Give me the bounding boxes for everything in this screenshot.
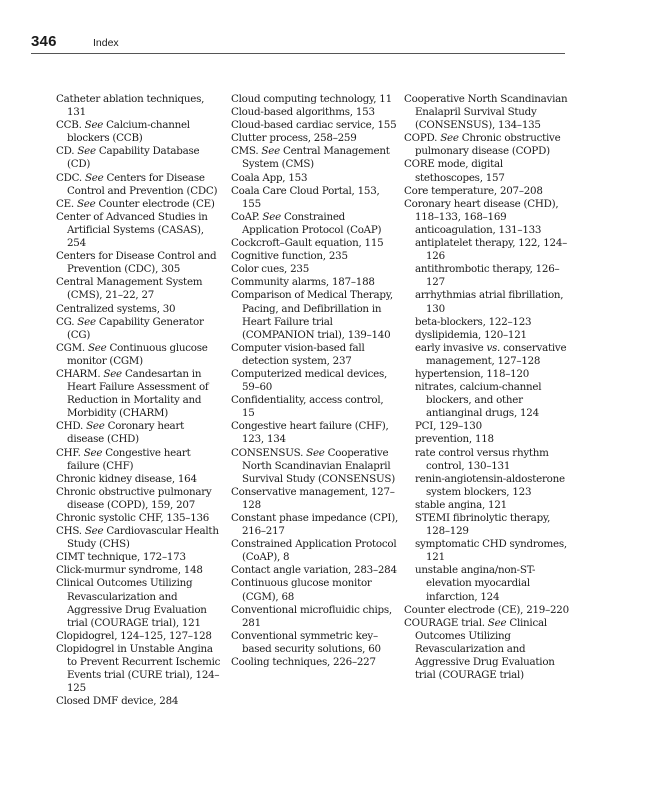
entry-text: Conventional symmetric key–based security solutions, 60 bbox=[231, 629, 381, 655]
entry-text: CMS. bbox=[231, 145, 259, 158]
cross-reference-term: vs. bbox=[486, 341, 501, 354]
entry-text: PCI, 129–130 bbox=[415, 420, 482, 433]
entry-text: anticoagulation, 131–133 bbox=[415, 223, 542, 236]
index-entry bbox=[56, 172, 223, 198]
entry-text: Clopidogrel in Unstable Angina to Prevent Recurrent Ischemic Events trial (CURE trial), 124–125 bbox=[56, 642, 221, 695]
index-entry bbox=[231, 289, 398, 341]
entry-text: dyslipidemia, 120–121 bbox=[415, 328, 527, 341]
entry-text: renin-angiotensin-aldosterone system blockers, 123 bbox=[415, 472, 565, 498]
index-entry bbox=[231, 237, 398, 250]
index-subentry bbox=[404, 433, 571, 446]
entry-text: Coala App, 153 bbox=[231, 171, 308, 184]
index-entry bbox=[56, 198, 223, 211]
index-subentry bbox=[404, 263, 571, 289]
entry-text: Central Management System (CMS), 21–22, 27 bbox=[56, 276, 203, 302]
cross-reference-target: Capability Generator (CG) bbox=[67, 315, 204, 341]
index-entry bbox=[56, 695, 223, 708]
entry-text: Chronic kidney disease, 164 bbox=[56, 472, 197, 485]
entry-text: Cloud-based cardiac service, 155 bbox=[231, 119, 397, 132]
index-entry bbox=[56, 473, 223, 486]
index-subentry bbox=[404, 342, 571, 368]
cross-reference-term: See bbox=[487, 616, 507, 629]
index-entry bbox=[56, 630, 223, 643]
entry-text: Cooling techniques, 226–227 bbox=[231, 656, 376, 669]
index-column-3 bbox=[404, 93, 571, 682]
entry-text: Comparison of Medical Therapy, Pacing, and Defibrillation in Heart Failure trial (COMPANION trial), 139–140 bbox=[231, 289, 393, 341]
index-subentry bbox=[404, 224, 571, 237]
cross-reference-target: Constrained Application Protocol (CoAP) bbox=[242, 210, 382, 236]
index-subentry bbox=[404, 381, 571, 420]
page-header bbox=[31, 33, 565, 54]
entry-text: CE. bbox=[56, 197, 74, 210]
entry-text: Center of Advanced Studies in Artificial Systems (CASAS), 254 bbox=[56, 210, 208, 250]
index-entry bbox=[56, 486, 223, 512]
entry-text: CoAP. bbox=[231, 210, 260, 223]
entry-text: Clutter process, 258–259 bbox=[231, 132, 357, 145]
index-entry bbox=[231, 172, 398, 185]
cross-reference-target: Central Management System (CMS) bbox=[242, 145, 390, 171]
cross-reference-term: See bbox=[87, 341, 107, 354]
index-column-2 bbox=[231, 93, 398, 669]
index-entry bbox=[231, 630, 398, 656]
index-entry bbox=[231, 656, 398, 669]
entry-text: antiplatelet therapy, 122, 124–126 bbox=[415, 237, 568, 263]
cross-reference-target: Congestive heart failure (CHF) bbox=[67, 446, 191, 472]
entry-text: stable angina, 121 bbox=[415, 498, 507, 511]
entry-text: CGM. bbox=[56, 341, 85, 354]
index-entry bbox=[56, 93, 223, 119]
entry-text: Cockcroft–Gault equation, 115 bbox=[231, 237, 384, 250]
entry-text: Centralized systems, 30 bbox=[56, 302, 176, 315]
entry-text: Conservative management, 127–128 bbox=[231, 485, 395, 511]
index-entry bbox=[231, 394, 398, 420]
cross-reference-term: See bbox=[84, 119, 104, 132]
index-entry bbox=[56, 342, 223, 368]
entry-text: CHF. bbox=[56, 446, 81, 459]
index-entry bbox=[231, 276, 398, 289]
entry-text: Counter electrode (CE), 219–220 bbox=[404, 603, 569, 616]
entry-text: Constrained Application Protocol (CoAP), 8 bbox=[231, 538, 397, 564]
index-entry bbox=[231, 342, 398, 368]
entry-text: antithrombotic therapy, 126–127 bbox=[415, 263, 560, 289]
entry-text: CIMT technique, 172–173 bbox=[56, 551, 186, 564]
index-entry bbox=[56, 512, 223, 525]
entry-text: symptomatic CHD syndromes, 121 bbox=[415, 538, 567, 564]
index-subentry bbox=[404, 316, 571, 329]
index-entry bbox=[56, 145, 223, 171]
index-subentry bbox=[404, 237, 571, 263]
entry-text: Continuous glucose monitor (CGM), 68 bbox=[231, 577, 372, 603]
index-subentry bbox=[404, 564, 571, 603]
entry-text: Catheter ablation techniques, 131 bbox=[56, 93, 205, 119]
index-entry bbox=[56, 316, 223, 342]
entry-text: STEMI fibrinolytic therapy, 128–129 bbox=[415, 512, 551, 538]
entry-text: prevention, 118 bbox=[415, 433, 494, 446]
index-entry bbox=[231, 447, 398, 486]
index-entry bbox=[404, 185, 571, 198]
entry-text: hypertension, 118–120 bbox=[415, 367, 530, 380]
index-entry bbox=[56, 643, 223, 695]
cross-reference-target: Cardiovascular Health Study (CHS) bbox=[67, 525, 219, 551]
cross-reference-target: Centers for Disease Control and Prevention (CDC) bbox=[67, 171, 218, 197]
index-entry bbox=[56, 276, 223, 302]
index-entry bbox=[231, 132, 398, 145]
index-entry bbox=[56, 447, 223, 473]
index-entry bbox=[56, 250, 223, 276]
entry-text: Clinical Outcomes Utilizing Revascularization and Aggressive Drug Evaluation trial (COURAGE trial), 121 bbox=[56, 577, 207, 629]
cross-reference-target: Capability Database (CD) bbox=[67, 145, 200, 171]
cross-reference-term: See bbox=[262, 210, 281, 223]
index-entry bbox=[56, 119, 223, 145]
cross-reference-term: See bbox=[84, 171, 104, 184]
index-entry bbox=[231, 119, 398, 132]
index-entry bbox=[404, 604, 571, 617]
entry-text: early invasive bbox=[415, 341, 484, 354]
index-subentry bbox=[404, 329, 571, 342]
entry-text: nitrates, calcium-channel blockers, and other antianginal drugs, 124 bbox=[415, 381, 542, 420]
index-entry bbox=[56, 564, 223, 577]
entry-text: COPD. bbox=[404, 132, 438, 145]
index-entry bbox=[231, 106, 398, 119]
index-entry bbox=[231, 564, 398, 577]
entry-text: CHARM. bbox=[56, 367, 101, 380]
index-entry bbox=[231, 93, 398, 106]
cross-reference-term: See bbox=[261, 145, 280, 158]
index-subentry bbox=[404, 499, 571, 512]
entry-text: CORE mode, digital stethoscopes, 157 bbox=[404, 158, 505, 184]
index-entry bbox=[404, 617, 571, 682]
cross-reference-term: See bbox=[76, 197, 96, 210]
entry-text: Closed DMF device, 284 bbox=[56, 695, 179, 708]
entry-text: rate control versus rhythm control, 130–131 bbox=[415, 446, 549, 472]
entry-text: Chronic systolic CHF, 135–136 bbox=[56, 512, 210, 524]
cross-reference-term: See bbox=[86, 420, 105, 433]
entry-text: Community alarms, 187–188 bbox=[231, 276, 375, 289]
index-column-1 bbox=[56, 93, 223, 708]
entry-text: beta-blockers, 122–123 bbox=[415, 315, 532, 328]
cross-reference-target: Clinical Outcomes Utilizing Revascularization and Aggressive Drug Evaluation trial (COURAGE trial) bbox=[415, 616, 555, 682]
cross-reference-target: Chronic obstructive pulmonary disease (COPD) bbox=[415, 132, 561, 158]
cross-reference-term: See bbox=[440, 132, 459, 145]
entry-text: arrhythmias atrial fibrillation, 130 bbox=[415, 289, 564, 315]
cross-reference-term: See bbox=[103, 367, 122, 380]
cross-reference-term: See bbox=[306, 446, 325, 459]
entry-text: Conventional microfluidic chips, 281 bbox=[231, 603, 392, 629]
cross-reference-target: Counter electrode (CE) bbox=[98, 197, 215, 210]
index-subentry bbox=[404, 447, 571, 473]
index-entry bbox=[56, 525, 223, 551]
section-title: Index bbox=[93, 37, 119, 49]
cross-reference-term: See bbox=[77, 315, 96, 328]
entry-text: Cooperative North Scandinavian Enalapril Survival Study (CONSENSUS), 134–135 bbox=[404, 93, 568, 132]
index-entry bbox=[231, 486, 398, 512]
index-entry bbox=[404, 93, 571, 132]
index-entry bbox=[231, 577, 398, 603]
index-subentry bbox=[404, 420, 571, 433]
entry-text: Cognitive function, 235 bbox=[231, 250, 348, 263]
index-entry bbox=[231, 420, 398, 446]
index-entry bbox=[56, 420, 223, 446]
entry-text: Coronary heart disease (CHD), 118–133, 168–169 bbox=[404, 197, 559, 223]
entry-text: COURAGE trial. bbox=[404, 616, 485, 629]
page-number: 346 bbox=[31, 33, 57, 50]
entry-text: unstable angina/non-ST-elevation myocardial infarction, 124 bbox=[415, 564, 536, 603]
cross-reference-target: conservative management, 127–128 bbox=[426, 341, 567, 367]
index-entry bbox=[231, 604, 398, 630]
index-subentry bbox=[404, 473, 571, 499]
entry-text: Congestive heart failure (CHF), 123, 134 bbox=[231, 420, 389, 446]
cross-reference-term: See bbox=[83, 446, 103, 459]
entry-text: Cloud computing technology, 11 bbox=[231, 93, 392, 105]
index-entry bbox=[404, 132, 571, 158]
entry-text: Clopidogrel, 124–125, 127–128 bbox=[56, 629, 212, 642]
entry-text: CONSENSUS. bbox=[231, 446, 304, 459]
index-entry bbox=[231, 538, 398, 564]
entry-text: CDC. bbox=[56, 171, 82, 184]
index-entry bbox=[231, 185, 398, 211]
entry-text: Cloud-based algorithms, 153 bbox=[231, 106, 375, 119]
entry-text: Centers for Disease Control and Prevention (CDC), 305 bbox=[56, 250, 217, 276]
index-subentry bbox=[404, 512, 571, 538]
entry-text: Color cues, 235 bbox=[231, 263, 309, 276]
index-entry bbox=[404, 158, 571, 184]
index-entry bbox=[404, 198, 571, 224]
entry-text: Constant phase impedance (CPI), 216–217 bbox=[231, 512, 398, 538]
entry-text: Chronic obstructive pulmonary disease (COPD), 159, 207 bbox=[56, 485, 212, 511]
entry-text: Core temperature, 207–208 bbox=[404, 184, 543, 197]
entry-text: CG. bbox=[56, 315, 75, 328]
entry-text: CHS. bbox=[56, 525, 82, 538]
index-entry bbox=[231, 263, 398, 276]
index-entry bbox=[231, 368, 398, 394]
index-entry bbox=[56, 303, 223, 316]
cross-reference-term: See bbox=[77, 145, 96, 158]
index-entry bbox=[231, 145, 398, 171]
index-entry bbox=[231, 250, 398, 263]
index-entry bbox=[56, 551, 223, 564]
index-subentry bbox=[404, 289, 571, 315]
cross-reference-target: Calcium-channel blockers (CCB) bbox=[67, 119, 190, 145]
entry-text: Contact angle variation, 283–284 bbox=[231, 564, 397, 577]
entry-text: CD. bbox=[56, 145, 75, 158]
index-entry bbox=[56, 368, 223, 420]
entry-text: Computerized medical devices, 59–60 bbox=[231, 367, 388, 394]
cross-reference-target: Coronary heart disease (CHD) bbox=[67, 420, 185, 446]
index-entry bbox=[231, 211, 398, 237]
index-subentry bbox=[404, 538, 571, 564]
entry-text: Confidentiality, access control, 15 bbox=[231, 394, 384, 420]
cross-reference-target: Continuous glucose monitor (CGM) bbox=[67, 341, 208, 367]
index-subentry bbox=[404, 368, 571, 381]
entry-text: Computer vision-based fall detection system, 237 bbox=[231, 341, 365, 367]
entry-text: Coala Care Cloud Portal, 153, 155 bbox=[231, 184, 380, 210]
entry-text: CCB. bbox=[56, 119, 82, 132]
entry-text: Click-murmur syndrome, 148 bbox=[56, 564, 203, 577]
index-entry bbox=[56, 577, 223, 629]
cross-reference-term: See bbox=[84, 525, 104, 538]
cross-reference-target: Candesartan in Heart Failure Assessment of Reduction in Mortality and Morbidity (CHARM) bbox=[67, 367, 209, 420]
index-entry bbox=[231, 512, 398, 538]
entry-text: CHD. bbox=[56, 420, 84, 433]
cross-reference-target: Cooperative North Scandinavian Enalapril Survival Study (CONSENSUS) bbox=[242, 446, 395, 485]
index-entry bbox=[56, 211, 223, 250]
